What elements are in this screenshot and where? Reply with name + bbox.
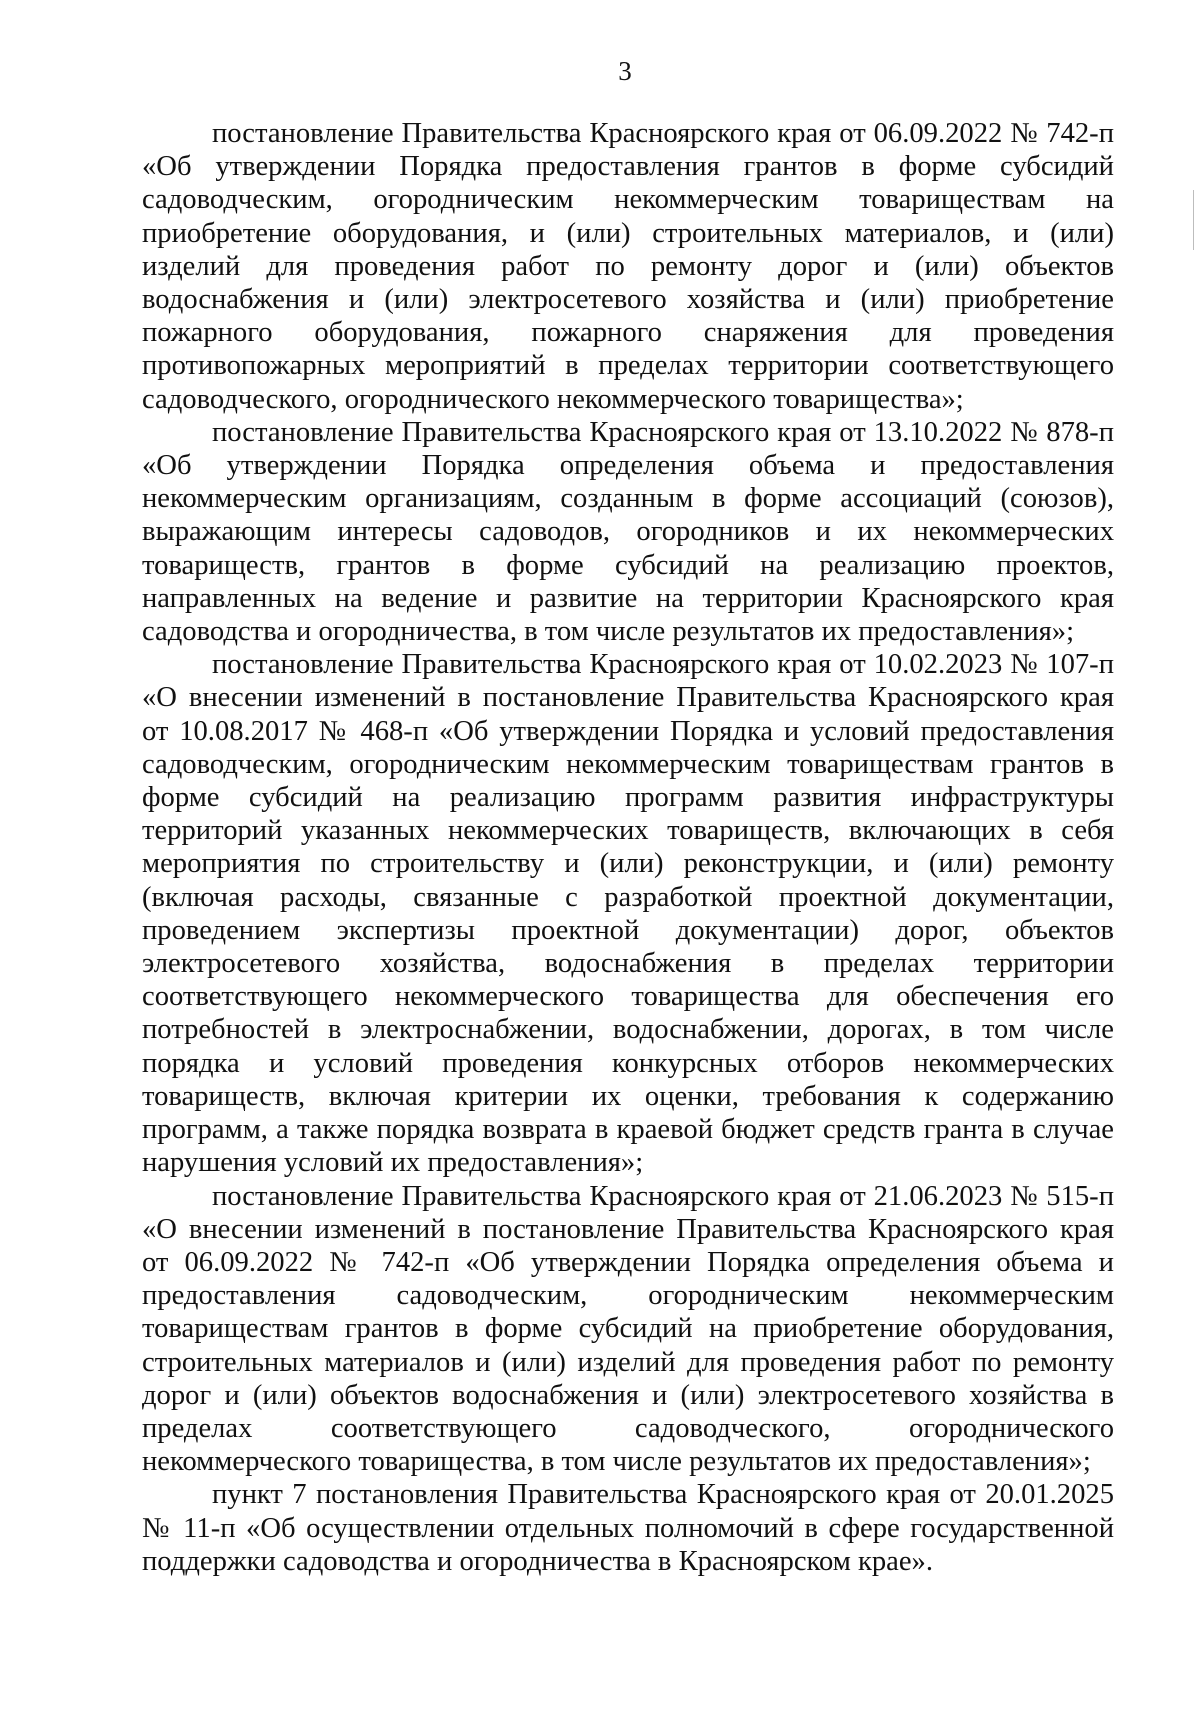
paragraph-resolution-878: постановление Правительства Красноярского края от 13.10.2022 № 878-п «Об утверждении Порядка определения объема и предоставления некоммерческим организациям, созданным в форме ассоциаций (союзов), выражающим интересы садоводов, огородников и их некоммерческих товариществ, грантов в форме субсидий на реализацию проектов, направленных на ведение и развитие на территории Красноярского края садоводства и огородничества, в том числе результатов их предоставления»;	[142, 416, 1114, 648]
paragraph-resolution-515: постановление Правительства Красноярского края от 21.06.2023 № 515-п «О внесении изменений в постановление Правительства Красноярского края от 06.09.2022 № 742-п «Об утверждении Порядка определения объема и предоставления садоводческим, огородническим некоммерческим товариществам грантов в форме субсидий на приобретение оборудования, строительных материалов и (или) изделий для проведения работ по ремонту дорог и (или) объектов водоснабжения и (или) электросетевого хозяйства в пределах соответствующего садоводческого, огороднического некоммерческого товарищества, в том числе результатов их предоставления»;	[142, 1180, 1114, 1478]
paragraph-resolution-742: постановление Правительства Красноярского края от 06.09.2022 № 742-п «Об утверждении Порядка предоставления грантов в форме субсидий садоводческим, огородническим некоммерческим товариществам на приобретение оборудования, и (или) строительных материалов, и (или) изделий для проведения работ по ремонту дорог и (или) объектов водоснабжения и (или) электросетевого хозяйства и (или) приобретение пожарного оборудования, пожарного снаряжения для проведения противопожарных мероприятий в пределах территории соответствующего садоводческого, огороднического некоммерческого товарищества»;	[142, 118, 1114, 415]
paragraph-resolution-107: постановление Правительства Красноярского края от 10.02.2023 № 107-п «О внесении изменений в постановление Правительства Красноярского края от 10.08.2017 № 468-п «Об утверждении Порядка и условий предоставления садоводческим, огородническим некоммерческим товариществам грантов в форме субсидий на реализацию программ развития инфраструктуры территорий указанных некоммерческих товариществ, включающих в себя мероприятия по строительству и (или) реконструкции, и (или) ремонту (включая расходы, связанные с разработкой проектной документации, проведением экспертизы проектной документации) дорог, объектов электросетевого хозяйства, водоснабжения в пределах территории соответствующего некоммерческого товарищества для обеспечения его потребностей в электроснабжении, водоснабжении, дорогах, в том числе порядка и условий проведения конкурсных отборов некоммерческих товариществ, включая критерии их оценки, требования к содержанию программ, а также порядка возврата в краевой бюджет средств гранта в случае нарушения условий их предоставления»;	[142, 649, 1114, 1179]
scan-edge-mark	[1193, 190, 1194, 250]
page-number: 3	[618, 56, 632, 86]
paragraph-resolution-11: пункт 7 постановления Правительства Красноярского края от 20.01.2025 № 11-п «Об осуществлении отдельных полномочий в сфере государственной поддержки садоводства и огородничества в Красноярском крае».	[142, 1479, 1114, 1577]
document-body	[142, 117, 1114, 1578]
